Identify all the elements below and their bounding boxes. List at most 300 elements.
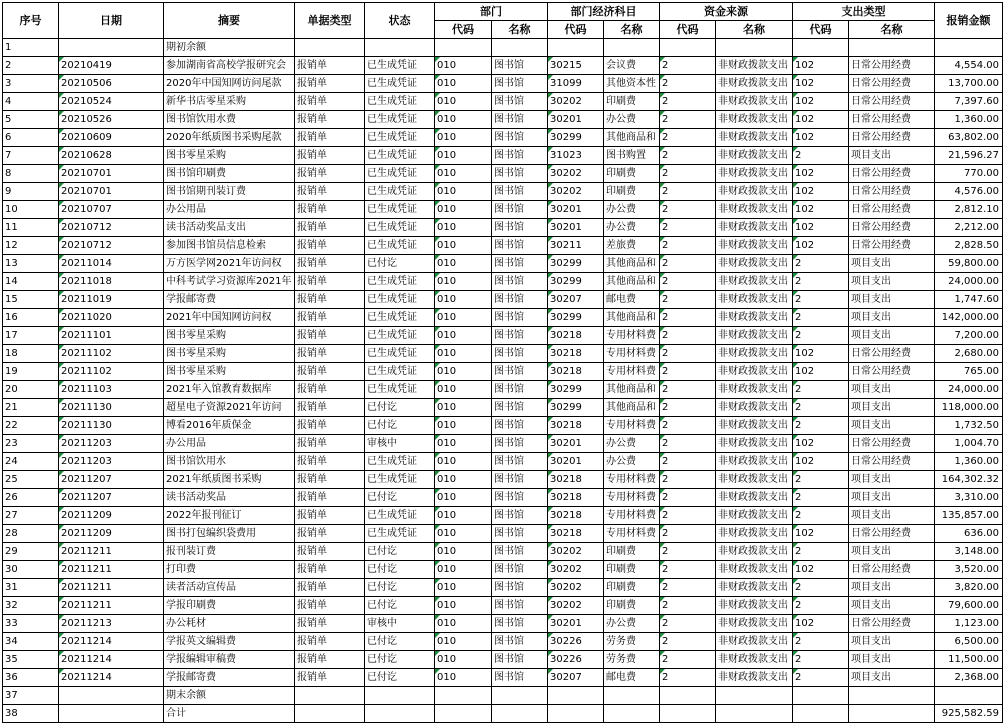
cell-dept-code[interactable]: 010 xyxy=(435,435,492,453)
cell-date[interactable]: 20211014 xyxy=(59,255,164,273)
cell-seq[interactable]: 18 xyxy=(3,345,59,363)
header-exp-name[interactable]: 名称 xyxy=(849,21,935,39)
cell-doc-type[interactable]: 报销单 xyxy=(295,237,365,255)
cell-dept-name[interactable]: 图书馆 xyxy=(492,507,548,525)
cell-dept-code[interactable]: 010 xyxy=(435,381,492,399)
header-amount[interactable]: 报销金额 xyxy=(935,3,1003,39)
cell-exp-name[interactable]: 日常公用经费 xyxy=(849,345,935,363)
cell-exp-name[interactable]: 日常公用经费 xyxy=(849,363,935,381)
cell-status[interactable]: 已付讫 xyxy=(365,579,435,597)
cell-seq[interactable]: 24 xyxy=(3,453,59,471)
cell-exp-code[interactable] xyxy=(793,39,849,57)
cell-date[interactable]: 20210506 xyxy=(59,75,164,93)
cell-dept-name[interactable]: 图书馆 xyxy=(492,561,548,579)
cell-econ-code[interactable]: 30202 xyxy=(548,543,604,561)
cell-econ-name[interactable]: 印刷费 xyxy=(604,597,660,615)
cell-econ-code[interactable]: 30299 xyxy=(548,399,604,417)
cell-status[interactable]: 已付讫 xyxy=(365,669,435,687)
cell-summary[interactable]: 图书馆期刊装订费 xyxy=(164,183,295,201)
cell-amount[interactable]: 142,000.00 xyxy=(935,309,1003,327)
cell-fund-name[interactable]: 非财政拨款支出 xyxy=(716,651,793,669)
header-summary[interactable]: 摘要 xyxy=(164,3,295,39)
cell-date[interactable]: 20211211 xyxy=(59,543,164,561)
cell-amount[interactable]: 164,302.32 xyxy=(935,471,1003,489)
cell-doc-type[interactable]: 报销单 xyxy=(295,417,365,435)
cell-status[interactable]: 已付讫 xyxy=(365,633,435,651)
cell-exp-code[interactable]: 102 xyxy=(793,453,849,471)
cell-date[interactable]: 20211102 xyxy=(59,345,164,363)
cell-dept-code[interactable]: 010 xyxy=(435,93,492,111)
cell-amount[interactable]: 4,554.00 xyxy=(935,57,1003,75)
cell-dept-name[interactable]: 图书馆 xyxy=(492,669,548,687)
cell-econ-code[interactable]: 30202 xyxy=(548,579,604,597)
cell-dept-name[interactable]: 图书馆 xyxy=(492,147,548,165)
cell-status[interactable]: 已生成凭证 xyxy=(365,129,435,147)
cell-fund-name[interactable]: 非财政拨款支出 xyxy=(716,597,793,615)
cell-fund-code[interactable]: 2 xyxy=(660,579,716,597)
cell-doc-type[interactable] xyxy=(295,705,365,723)
cell-fund-name[interactable]: 非财政拨款支出 xyxy=(716,111,793,129)
cell-econ-code[interactable]: 30299 xyxy=(548,381,604,399)
cell-exp-code[interactable]: 2 xyxy=(793,255,849,273)
cell-dept-code[interactable]: 010 xyxy=(435,75,492,93)
cell-econ-code[interactable]: 30207 xyxy=(548,291,604,309)
cell-date[interactable]: 20211214 xyxy=(59,651,164,669)
cell-econ-name[interactable]: 印刷费 xyxy=(604,183,660,201)
cell-exp-code[interactable]: 102 xyxy=(793,363,849,381)
cell-fund-name[interactable]: 非财政拨款支出 xyxy=(716,129,793,147)
cell-summary[interactable]: 学报邮寄费 xyxy=(164,669,295,687)
cell-summary[interactable]: 新华书店零星采购 xyxy=(164,93,295,111)
cell-fund-code[interactable]: 2 xyxy=(660,165,716,183)
cell-exp-name[interactable]: 项目支出 xyxy=(849,651,935,669)
cell-exp-name[interactable]: 日常公用经费 xyxy=(849,453,935,471)
cell-exp-name[interactable]: 项目支出 xyxy=(849,543,935,561)
cell-summary[interactable]: 参加湖南省高校学报研究会 xyxy=(164,57,295,75)
cell-econ-code[interactable]: 30202 xyxy=(548,183,604,201)
cell-fund-code[interactable]: 2 xyxy=(660,399,716,417)
cell-fund-name[interactable]: 非财政拨款支出 xyxy=(716,435,793,453)
cell-date[interactable]: 20210609 xyxy=(59,129,164,147)
cell-doc-type[interactable]: 报销单 xyxy=(295,75,365,93)
cell-exp-name[interactable]: 项目支出 xyxy=(849,399,935,417)
cell-seq[interactable]: 26 xyxy=(3,489,59,507)
cell-seq[interactable]: 1 xyxy=(3,39,59,57)
cell-fund-name[interactable]: 非财政拨款支出 xyxy=(716,543,793,561)
cell-econ-name[interactable]: 印刷费 xyxy=(604,93,660,111)
cell-date[interactable]: 20211211 xyxy=(59,579,164,597)
cell-fund-name[interactable]: 非财政拨款支出 xyxy=(716,417,793,435)
cell-exp-code[interactable]: 2 xyxy=(793,669,849,687)
cell-dept-code[interactable]: 010 xyxy=(435,543,492,561)
cell-fund-code[interactable] xyxy=(660,687,716,705)
cell-exp-name[interactable]: 项目支出 xyxy=(849,147,935,165)
cell-status[interactable]: 已生成凭证 xyxy=(365,237,435,255)
cell-econ-code[interactable]: 30218 xyxy=(548,327,604,345)
cell-amount[interactable]: 135,857.00 xyxy=(935,507,1003,525)
cell-dept-code[interactable]: 010 xyxy=(435,345,492,363)
cell-date[interactable]: 20211103 xyxy=(59,381,164,399)
cell-date[interactable]: 20211102 xyxy=(59,363,164,381)
cell-summary[interactable]: 2020年纸质图书采购尾款 xyxy=(164,129,295,147)
cell-exp-code[interactable]: 2 xyxy=(793,633,849,651)
cell-summary[interactable]: 读书活动奖品 xyxy=(164,489,295,507)
cell-fund-code[interactable]: 2 xyxy=(660,615,716,633)
cell-dept-name[interactable]: 图书馆 xyxy=(492,453,548,471)
cell-status[interactable]: 已生成凭证 xyxy=(365,381,435,399)
cell-dept-name[interactable]: 图书馆 xyxy=(492,57,548,75)
cell-date[interactable]: 20211207 xyxy=(59,489,164,507)
cell-doc-type[interactable]: 报销单 xyxy=(295,93,365,111)
cell-amount[interactable]: 925,582.59 xyxy=(935,705,1003,723)
cell-summary[interactable]: 学报英文编辑费 xyxy=(164,633,295,651)
cell-dept-code[interactable]: 010 xyxy=(435,165,492,183)
cell-summary[interactable]: 博看2016年质保金 xyxy=(164,417,295,435)
cell-fund-code[interactable] xyxy=(660,39,716,57)
cell-econ-name[interactable]: 专用材料费 xyxy=(604,327,660,345)
cell-exp-code[interactable]: 2 xyxy=(793,543,849,561)
cell-fund-name[interactable]: 非财政拨款支出 xyxy=(716,147,793,165)
cell-doc-type[interactable]: 报销单 xyxy=(295,345,365,363)
cell-fund-name[interactable]: 非财政拨款支出 xyxy=(716,453,793,471)
cell-doc-type[interactable]: 报销单 xyxy=(295,273,365,291)
cell-fund-name[interactable]: 非财政拨款支出 xyxy=(716,561,793,579)
cell-summary[interactable]: 图书零星采购 xyxy=(164,345,295,363)
cell-date[interactable]: 20211209 xyxy=(59,525,164,543)
cell-fund-name[interactable]: 非财政拨款支出 xyxy=(716,525,793,543)
cell-fund-code[interactable]: 2 xyxy=(660,183,716,201)
cell-date[interactable]: 20211211 xyxy=(59,561,164,579)
cell-summary[interactable]: 读书活动奖品支出 xyxy=(164,219,295,237)
cell-amount[interactable]: 21,596.27 xyxy=(935,147,1003,165)
cell-amount[interactable] xyxy=(935,39,1003,57)
cell-status[interactable]: 已生成凭证 xyxy=(365,291,435,309)
cell-summary[interactable]: 超星电子资源2021年访问 xyxy=(164,399,295,417)
cell-exp-name[interactable]: 项目支出 xyxy=(849,327,935,345)
cell-fund-name[interactable]: 非财政拨款支出 xyxy=(716,327,793,345)
cell-doc-type[interactable]: 报销单 xyxy=(295,669,365,687)
cell-exp-code[interactable]: 102 xyxy=(793,57,849,75)
cell-amount[interactable]: 11,500.00 xyxy=(935,651,1003,669)
cell-date[interactable]: 20211130 xyxy=(59,399,164,417)
cell-dept-name[interactable]: 图书馆 xyxy=(492,129,548,147)
cell-dept-name[interactable]: 图书馆 xyxy=(492,417,548,435)
cell-seq[interactable]: 13 xyxy=(3,255,59,273)
cell-fund-name[interactable]: 非财政拨款支出 xyxy=(716,201,793,219)
cell-dept-name[interactable]: 图书馆 xyxy=(492,201,548,219)
cell-amount[interactable]: 765.00 xyxy=(935,363,1003,381)
cell-dept-name[interactable]: 图书馆 xyxy=(492,183,548,201)
cell-date[interactable]: 20210419 xyxy=(59,57,164,75)
cell-seq[interactable]: 7 xyxy=(3,147,59,165)
cell-date[interactable]: 20211019 xyxy=(59,291,164,309)
cell-fund-code[interactable]: 2 xyxy=(660,471,716,489)
cell-fund-code[interactable]: 2 xyxy=(660,417,716,435)
cell-exp-code[interactable]: 102 xyxy=(793,75,849,93)
cell-dept-name[interactable]: 图书馆 xyxy=(492,615,548,633)
cell-amount[interactable]: 2,680.00 xyxy=(935,345,1003,363)
cell-fund-name[interactable]: 非财政拨款支出 xyxy=(716,309,793,327)
cell-dept-code[interactable]: 010 xyxy=(435,147,492,165)
cell-exp-name[interactable]: 项目支出 xyxy=(849,291,935,309)
cell-doc-type[interactable]: 报销单 xyxy=(295,291,365,309)
cell-econ-name[interactable]: 专用材料费 xyxy=(604,489,660,507)
cell-seq[interactable]: 21 xyxy=(3,399,59,417)
cell-exp-code[interactable]: 2 xyxy=(793,471,849,489)
cell-fund-name[interactable]: 非财政拨款支出 xyxy=(716,399,793,417)
cell-amount[interactable]: 1,123.00 xyxy=(935,615,1003,633)
cell-seq[interactable]: 15 xyxy=(3,291,59,309)
cell-summary[interactable]: 图书馆印刷费 xyxy=(164,165,295,183)
cell-status[interactable]: 已生成凭证 xyxy=(365,453,435,471)
cell-dept-code[interactable]: 010 xyxy=(435,579,492,597)
cell-summary[interactable]: 图书馆饮用水 xyxy=(164,453,295,471)
cell-doc-type[interactable]: 报销单 xyxy=(295,507,365,525)
cell-amount[interactable]: 2,212.00 xyxy=(935,219,1003,237)
cell-econ-name[interactable]: 其他资本性 xyxy=(604,75,660,93)
cell-date[interactable] xyxy=(59,39,164,57)
cell-dept-name[interactable]: 图书馆 xyxy=(492,525,548,543)
cell-exp-name[interactable]: 日常公用经费 xyxy=(849,615,935,633)
cell-doc-type[interactable]: 报销单 xyxy=(295,543,365,561)
cell-exp-code[interactable]: 2 xyxy=(793,309,849,327)
cell-dept-name[interactable]: 图书馆 xyxy=(492,543,548,561)
cell-econ-code[interactable]: 30218 xyxy=(548,489,604,507)
cell-exp-code[interactable]: 102 xyxy=(793,615,849,633)
cell-amount[interactable]: 59,800.00 xyxy=(935,255,1003,273)
cell-amount[interactable]: 2,828.50 xyxy=(935,237,1003,255)
cell-dept-code[interactable]: 010 xyxy=(435,489,492,507)
cell-exp-code[interactable]: 102 xyxy=(793,345,849,363)
cell-econ-name[interactable] xyxy=(604,705,660,723)
cell-doc-type[interactable]: 报销单 xyxy=(295,327,365,345)
cell-dept-code[interactable]: 010 xyxy=(435,525,492,543)
cell-dept-name[interactable]: 图书馆 xyxy=(492,579,548,597)
cell-amount[interactable]: 7,200.00 xyxy=(935,327,1003,345)
cell-dept-code[interactable]: 010 xyxy=(435,273,492,291)
cell-fund-name[interactable]: 非财政拨款支出 xyxy=(716,237,793,255)
cell-dept-code[interactable]: 010 xyxy=(435,453,492,471)
cell-dept-name[interactable]: 图书馆 xyxy=(492,309,548,327)
cell-seq[interactable]: 8 xyxy=(3,165,59,183)
cell-fund-code[interactable]: 2 xyxy=(660,291,716,309)
cell-seq[interactable]: 9 xyxy=(3,183,59,201)
cell-econ-name[interactable]: 印刷费 xyxy=(604,543,660,561)
cell-amount[interactable]: 6,500.00 xyxy=(935,633,1003,651)
cell-exp-code[interactable]: 2 xyxy=(793,381,849,399)
cell-exp-name[interactable]: 日常公用经费 xyxy=(849,57,935,75)
cell-econ-code[interactable]: 30226 xyxy=(548,633,604,651)
cell-econ-code[interactable]: 30207 xyxy=(548,669,604,687)
cell-dept-name[interactable]: 图书馆 xyxy=(492,327,548,345)
cell-econ-name[interactable]: 办公费 xyxy=(604,219,660,237)
cell-doc-type[interactable]: 报销单 xyxy=(295,435,365,453)
cell-econ-name[interactable]: 邮电费 xyxy=(604,291,660,309)
cell-exp-name[interactable]: 日常公用经费 xyxy=(849,219,935,237)
cell-summary[interactable]: 2020年中国知网访问尾款 xyxy=(164,75,295,93)
cell-dept-code[interactable]: 010 xyxy=(435,129,492,147)
cell-summary[interactable]: 办公耗材 xyxy=(164,615,295,633)
cell-econ-code[interactable]: 30201 xyxy=(548,453,604,471)
cell-amount[interactable]: 1,732.50 xyxy=(935,417,1003,435)
cell-fund-name[interactable]: 非财政拨款支出 xyxy=(716,489,793,507)
cell-exp-name[interactable] xyxy=(849,687,935,705)
cell-date[interactable]: 20211130 xyxy=(59,417,164,435)
cell-fund-code[interactable]: 2 xyxy=(660,327,716,345)
cell-dept-name[interactable]: 图书馆 xyxy=(492,633,548,651)
cell-econ-name[interactable]: 专用材料费 xyxy=(604,417,660,435)
cell-date[interactable]: 20211203 xyxy=(59,453,164,471)
cell-dept-code[interactable]: 010 xyxy=(435,255,492,273)
header-econ-code[interactable]: 代码 xyxy=(548,21,604,39)
cell-econ-code[interactable]: 30201 xyxy=(548,111,604,129)
cell-status[interactable]: 已生成凭证 xyxy=(365,471,435,489)
cell-exp-name[interactable]: 日常公用经费 xyxy=(849,561,935,579)
cell-exp-code[interactable]: 2 xyxy=(793,291,849,309)
cell-exp-name[interactable]: 项目支出 xyxy=(849,381,935,399)
cell-amount[interactable]: 1,360.00 xyxy=(935,111,1003,129)
cell-econ-code[interactable]: 30201 xyxy=(548,219,604,237)
cell-econ-name[interactable]: 专用材料费 xyxy=(604,525,660,543)
cell-amount[interactable]: 3,820.00 xyxy=(935,579,1003,597)
cell-fund-code[interactable]: 2 xyxy=(660,435,716,453)
cell-econ-name[interactable]: 专用材料费 xyxy=(604,363,660,381)
cell-status[interactable]: 已生成凭证 xyxy=(365,273,435,291)
cell-seq[interactable]: 31 xyxy=(3,579,59,597)
cell-doc-type[interactable]: 报销单 xyxy=(295,651,365,669)
cell-amount[interactable]: 2,812.10 xyxy=(935,201,1003,219)
cell-econ-name[interactable]: 其他商品和 xyxy=(604,255,660,273)
cell-summary[interactable]: 打印费 xyxy=(164,561,295,579)
cell-econ-code[interactable] xyxy=(548,705,604,723)
cell-econ-code[interactable]: 30299 xyxy=(548,129,604,147)
cell-exp-code[interactable]: 2 xyxy=(793,417,849,435)
cell-status[interactable]: 已生成凭证 xyxy=(365,345,435,363)
cell-status[interactable]: 已生成凭证 xyxy=(365,111,435,129)
cell-date[interactable]: 20210701 xyxy=(59,165,164,183)
cell-seq[interactable]: 36 xyxy=(3,669,59,687)
cell-doc-type[interactable]: 报销单 xyxy=(295,615,365,633)
cell-status[interactable]: 审核中 xyxy=(365,615,435,633)
cell-econ-name[interactable]: 会议费 xyxy=(604,57,660,75)
cell-exp-name[interactable]: 项目支出 xyxy=(849,597,935,615)
cell-econ-name[interactable]: 其他商品和 xyxy=(604,309,660,327)
cell-doc-type[interactable]: 报销单 xyxy=(295,633,365,651)
cell-econ-name[interactable]: 办公费 xyxy=(604,615,660,633)
cell-dept-code[interactable]: 010 xyxy=(435,669,492,687)
cell-amount[interactable]: 4,576.00 xyxy=(935,183,1003,201)
header-exp-code[interactable]: 代码 xyxy=(793,21,849,39)
header-fund-code[interactable]: 代码 xyxy=(660,21,716,39)
cell-status[interactable] xyxy=(365,705,435,723)
cell-fund-code[interactable]: 2 xyxy=(660,507,716,525)
cell-doc-type[interactable]: 报销单 xyxy=(295,453,365,471)
cell-status[interactable]: 已生成凭证 xyxy=(365,327,435,345)
cell-summary[interactable]: 万方医学网2021年访问权 xyxy=(164,255,295,273)
cell-date[interactable]: 20211101 xyxy=(59,327,164,345)
cell-exp-name[interactable] xyxy=(849,39,935,57)
cell-summary[interactable]: 图书零星采购 xyxy=(164,147,295,165)
cell-doc-type[interactable]: 报销单 xyxy=(295,165,365,183)
cell-seq[interactable]: 32 xyxy=(3,597,59,615)
cell-fund-code[interactable]: 2 xyxy=(660,273,716,291)
cell-fund-name[interactable]: 非财政拨款支出 xyxy=(716,93,793,111)
cell-date[interactable]: 20211207 xyxy=(59,471,164,489)
cell-exp-code[interactable]: 2 xyxy=(793,399,849,417)
cell-exp-code[interactable]: 2 xyxy=(793,651,849,669)
header-doc-type[interactable]: 单据类型 xyxy=(295,3,365,39)
cell-fund-code[interactable]: 2 xyxy=(660,543,716,561)
cell-econ-name[interactable]: 其他商品和 xyxy=(604,129,660,147)
cell-amount[interactable]: 3,520.00 xyxy=(935,561,1003,579)
cell-date[interactable]: 20210712 xyxy=(59,237,164,255)
cell-summary[interactable]: 读者活动宣传品 xyxy=(164,579,295,597)
cell-status[interactable]: 已付讫 xyxy=(365,255,435,273)
header-dept[interactable]: 部门 xyxy=(435,3,548,21)
cell-exp-name[interactable]: 日常公用经费 xyxy=(849,183,935,201)
cell-dept-code[interactable] xyxy=(435,39,492,57)
cell-dept-name[interactable]: 图书馆 xyxy=(492,597,548,615)
cell-seq[interactable]: 17 xyxy=(3,327,59,345)
cell-dept-code[interactable]: 010 xyxy=(435,471,492,489)
cell-amount[interactable]: 1,747.60 xyxy=(935,291,1003,309)
cell-status[interactable]: 已付讫 xyxy=(365,561,435,579)
cell-exp-code[interactable]: 2 xyxy=(793,147,849,165)
cell-dept-name[interactable] xyxy=(492,705,548,723)
cell-date[interactable]: 20210526 xyxy=(59,111,164,129)
cell-exp-code[interactable]: 102 xyxy=(793,435,849,453)
cell-fund-code[interactable]: 2 xyxy=(660,129,716,147)
cell-dept-name[interactable]: 图书馆 xyxy=(492,291,548,309)
cell-date[interactable]: 20210712 xyxy=(59,219,164,237)
cell-econ-code[interactable]: 31099 xyxy=(548,75,604,93)
cell-seq[interactable]: 20 xyxy=(3,381,59,399)
cell-fund-code[interactable] xyxy=(660,705,716,723)
cell-dept-name[interactable]: 图书馆 xyxy=(492,273,548,291)
header-econ[interactable]: 部门经济科目 xyxy=(548,3,660,21)
cell-doc-type[interactable]: 报销单 xyxy=(295,57,365,75)
cell-fund-code[interactable]: 2 xyxy=(660,345,716,363)
cell-summary[interactable]: 图书打包编织袋费用 xyxy=(164,525,295,543)
cell-status[interactable]: 已生成凭证 xyxy=(365,57,435,75)
cell-status[interactable]: 已付讫 xyxy=(365,399,435,417)
cell-date[interactable]: 20210701 xyxy=(59,183,164,201)
cell-amount[interactable]: 13,700.00 xyxy=(935,75,1003,93)
cell-exp-code[interactable]: 102 xyxy=(793,561,849,579)
cell-fund-code[interactable]: 2 xyxy=(660,75,716,93)
cell-fund-code[interactable]: 2 xyxy=(660,201,716,219)
cell-status[interactable]: 已生成凭证 xyxy=(365,147,435,165)
cell-date[interactable]: 20211213 xyxy=(59,615,164,633)
cell-fund-name[interactable]: 非财政拨款支出 xyxy=(716,57,793,75)
cell-amount[interactable]: 7,397.60 xyxy=(935,93,1003,111)
cell-date[interactable]: 20211203 xyxy=(59,435,164,453)
cell-doc-type[interactable]: 报销单 xyxy=(295,471,365,489)
cell-dept-name[interactable]: 图书馆 xyxy=(492,75,548,93)
cell-fund-name[interactable]: 非财政拨款支出 xyxy=(716,75,793,93)
cell-exp-name[interactable]: 日常公用经费 xyxy=(849,525,935,543)
cell-seq[interactable]: 2 xyxy=(3,57,59,75)
cell-amount[interactable]: 3,148.00 xyxy=(935,543,1003,561)
cell-doc-type[interactable] xyxy=(295,687,365,705)
cell-exp-code[interactable]: 2 xyxy=(793,327,849,345)
cell-dept-code[interactable]: 010 xyxy=(435,597,492,615)
cell-amount[interactable]: 1,360.00 xyxy=(935,453,1003,471)
cell-doc-type[interactable]: 报销单 xyxy=(295,363,365,381)
cell-fund-code[interactable]: 2 xyxy=(660,489,716,507)
cell-fund-name[interactable]: 非财政拨款支出 xyxy=(716,345,793,363)
cell-date[interactable]: 20210707 xyxy=(59,201,164,219)
